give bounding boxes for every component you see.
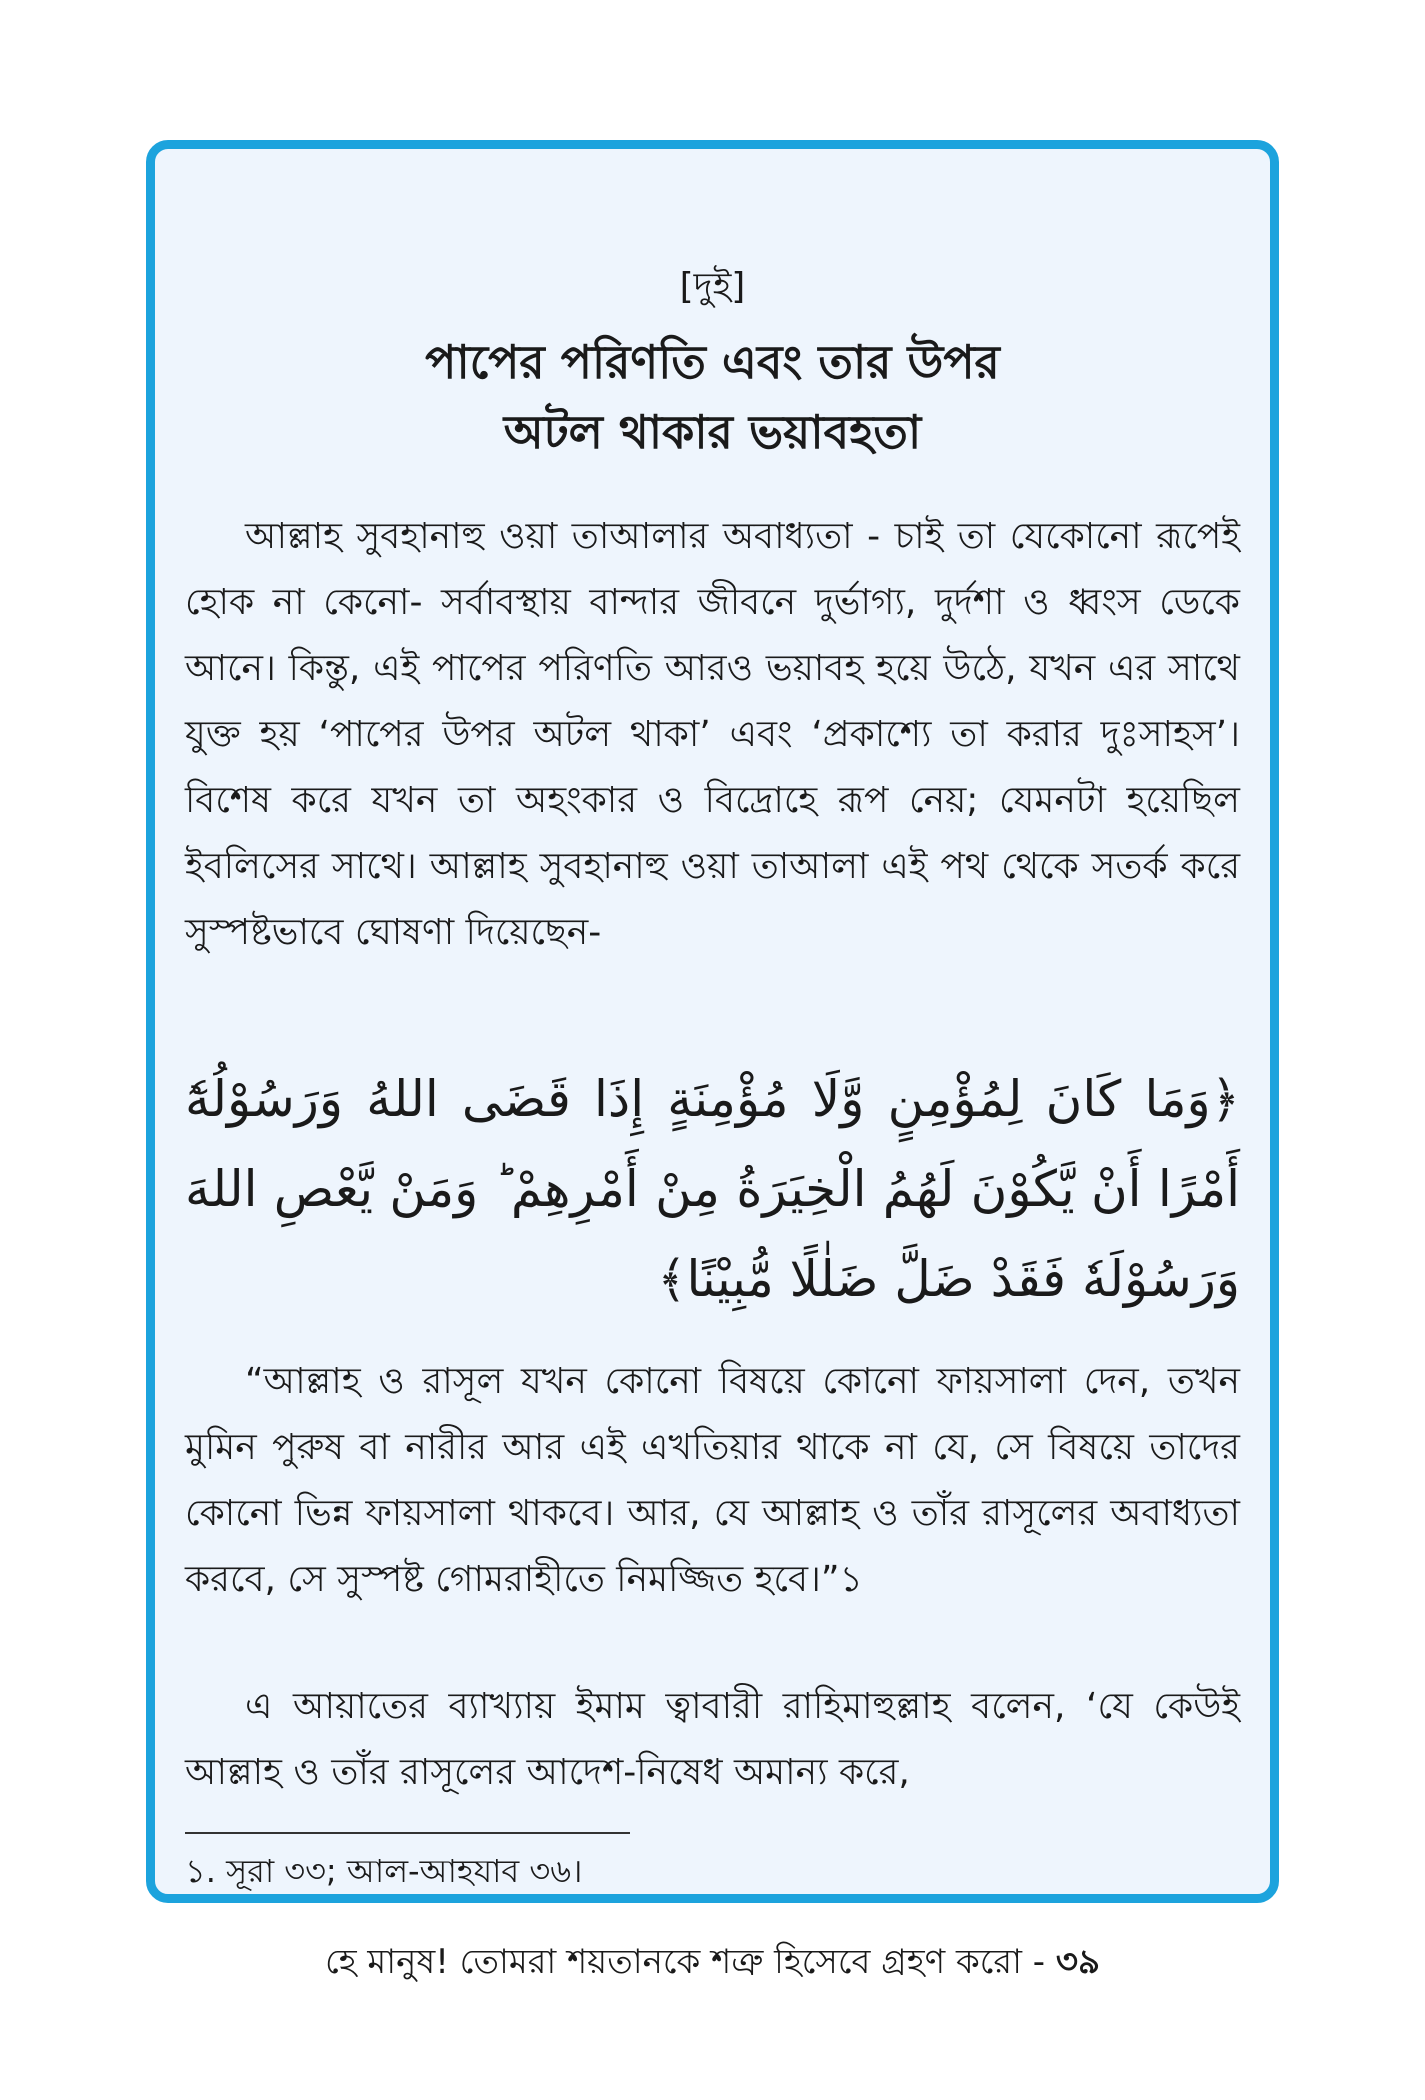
section-number: [দুই]: [679, 266, 746, 307]
chapter-title-line2: অটল থাকার ভয়াবহতা: [503, 405, 922, 459]
paragraph-intro: আল্লাহ সুবহানাহু ওয়া তাআলার অবাধ্যতা - চাই তা যেকোনো রূপেই হোক না কেনো- সর্বাবস্থায় বান্দার জীবনে দুর্ভাগ্য, দুর্দশা ও ধ্বংস ডেকে আনে। কিন্তু, এই পাপের পরিণতি আরও ভয়াবহ হয়ে উঠে, যখন এর সাথে যুক্ত হয় ‘পাপের উপর অটল থাকা’ এবং ‘প্রকাশ্যে তা করার দুঃসাহস’। বিশেষ করে যখন তা অহংকার ও বিদ্রোহে রূপ নেয়; যেমনটা হয়েছিল ইবলিসের সাথে। আল্লাহ সুবহানাহু ওয়া তাআলা এই পথ থেকে সতর্ক করে সুস্পষ্টভাবে ঘোষণা দিয়েছেন-: [185, 516, 1240, 953]
page-footer: [146, 1936, 1279, 1993]
chapter-title-line1: পাপের পরিণতি এবং তার উপর: [425, 335, 1000, 389]
paragraph-translation: “আল্লাহ ও রাসূল যখন কোনো বিষয়ে কোনো ফায়সালা দেন, তখন মুমিন পুরুষ বা নারীর আর এই এখতিয়ার থাকে না যে, সে বিষয়ে তাদের কোনো ভিন্ন ফায়সালা থাকবে। আর, যে আল্লাহ ও তাঁর রাসূলের অবাধ্যতা করবে, সে সুস্পষ্ট গোমরাহীতে নিমজ্জিত হবে।”১: [185, 1361, 1240, 1600]
footnote: ১. সূরা ৩৩; আল-আহযাব ৩৬।: [185, 1852, 583, 1890]
page-number: ৩৯: [1055, 1942, 1101, 1982]
arabic-verse: ﴿وَمَا كَانَ لِمُؤْمِنٍ وَّلَا مُؤْمِنَةٍ إِذَا قَضَى اللهُ وَرَسُوْلُهٗٓ أَمْرًا أَنْ يَّكُوْنَ لَهُمُ الْخِيَرَةُ مِنْ أَمْرِهِمْ ؕ وَمَنْ يَّعْصِ اللهَ وَرَسُوْلَهٗ فَقَدْ ضَلَّ ضَلٰلًا مُّبِيْنًا﴾: [185, 1070, 1240, 1308]
chapter-title: [185, 327, 1240, 467]
footer-book-title: হে মানুষ! তোমরা শয়তানকে শত্রু হিসেবে গ্রহণ করো -: [324, 1942, 1056, 1982]
paragraph-commentary: এ আয়াতের ব্যাখ্যায় ইমাম ত্বাবারী রাহিমাহুল্লাহ বলেন, ‘যে কেউই আল্লাহ ও তাঁর রাসূলের আদেশ-নিষেধ অমান্য করে,: [185, 1686, 1240, 1793]
footnote-divider: [185, 1832, 630, 1834]
content-inner: [185, 149, 1240, 1894]
content-frame: [146, 140, 1279, 1903]
